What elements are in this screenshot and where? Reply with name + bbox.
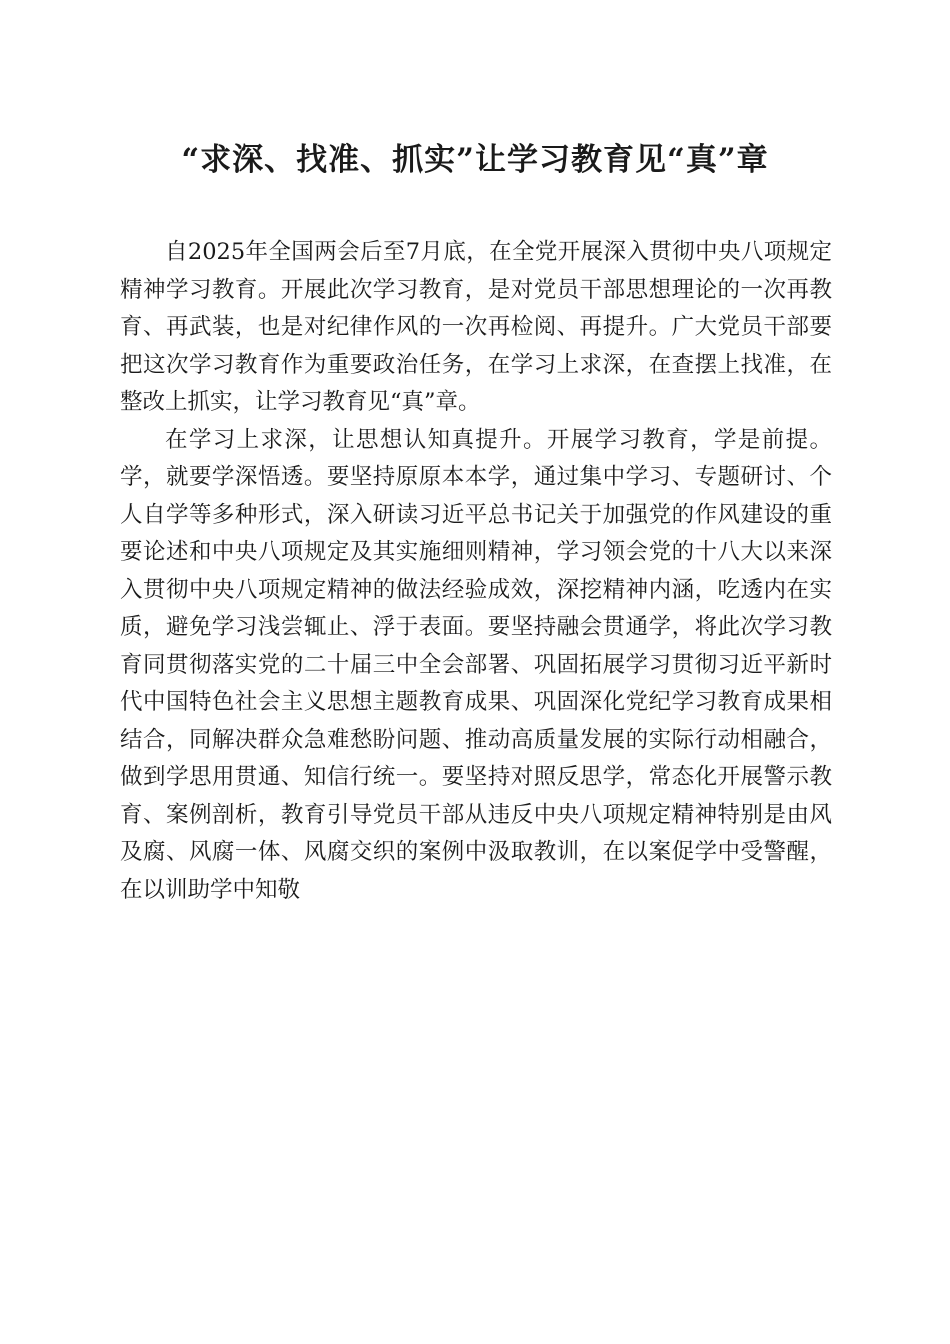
article-body xyxy=(120,234,832,909)
page-title: “求深、找准、抓实”让学习教育见“真”章 xyxy=(181,142,769,178)
paragraph-intro: 自2025年全国两会后至7月底，在全党开展深入贯彻中央八项规定精神学习教育。开展此次学习教育，是对党员干部思想理论的一次再教育、再武装，也是对纪律作风的一次再检阅、再提升。广大党员干部要把这次学习教育作为重要政治任务，在学习上求深，在查摆上找准，在整改上抓实，让学习教育见“真”章。 xyxy=(120,239,832,415)
paragraph-study-deeply: 在学习上求深，让思想认知真提升。开展学习教育，学是前提。学，就要学深悟透。要坚持原原本本学，通过集中学习、专题研讨、个人自学等多种形式，深入研读习近平总书记关于加强党的作风建设的重要论述和中央八项规定及其实施细则精神，学习领会党的十八大以来深入贯彻中央八项规定精神的做法经验成效，深挖精神内涵，吃透内在实质，避免学习浅尝辄止、浮于表面。要坚持融会贯通学，将此次学习教育同贯彻落实党的二十届三中全会部署、巩固拓展学习贯彻习近平新时代中国特色社会主义思想主题教育成果、巩固深化党纪学习教育成果相结合，同解决群众急难愁盼问题、推动高质量发展的实际行动相融合，做到学思用贯通、知信行统一。要坚持对照反思学，常态化开展警示教育、案例剖析，教育引导党员干部从违反中央八项规定精神特别是由风及腐、风腐一体、风腐交织的案例中汲取教训，在以案促学中受警醒，在以训助学中知敬 xyxy=(120,426,832,903)
